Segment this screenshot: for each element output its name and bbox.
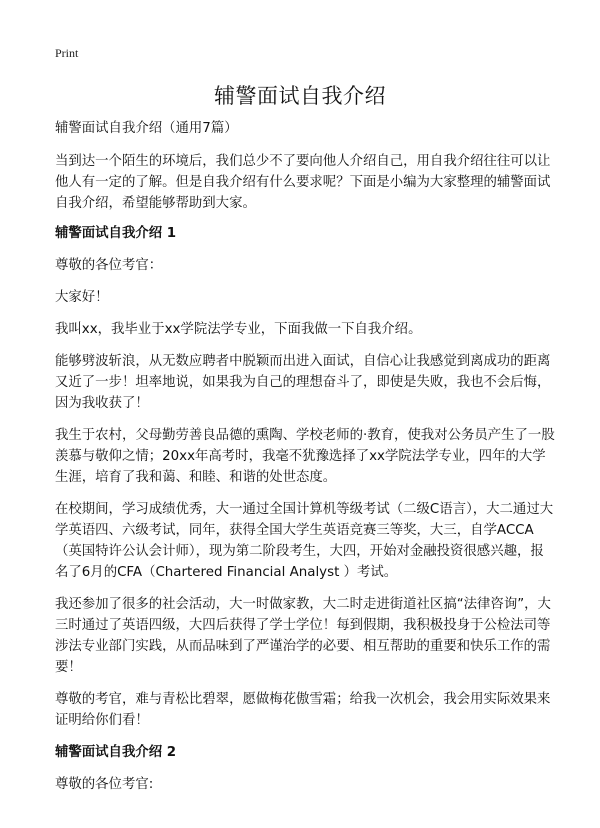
intro-paragraph: 当到达一个陌生的环境后，我们总少不了要向他人介绍自己，用自我介绍往往可以让他人有一定的了解。但是自我介绍有什么要求呢？下面是小编为大家整理的辅警面试自我介绍，希望能够帮助到大家。 [55,154,551,211]
paragraph: 大家好！ [55,290,109,305]
paragraph: 尊敬的各位考官: [55,777,154,792]
paragraph: 我叫xx，我毕业于xx学院法学专业，下面我做一下自我介绍。 [55,322,422,337]
paragraph: 在校期间，学习成绩优秀，大一通过全国计算机等级考试（二级C语言），大二通过大学英语四、六级考试，同年，获得全国大学生英语竞赛三等奖，大三，自学ACCA（英国特许公认会计师），现为第二阶段考生，大四，开始对金融投资很感兴趣，报名了6月的CFA（Chartered Financial Analyst ）考试。 [55,502,554,580]
page-title: 辅警面试自我介绍 [214,84,386,108]
paragraph: 尊敬的考官，难与青松比碧翠，愿做梅花傲雪霜；给我一次机会，我会用实际效果来证明给你们看！ [55,692,551,728]
print-link[interactable]: Print [55,46,79,60]
paragraph: 能够劈波斩浪，从无数应聘者中脱颖而出进入面试，自信心让我感觉到离成功的距离又近了一步！坦率地说，如果我为自己的理想奋斗了，即使是失败，我也不会后悔，因为我收获了！ [55,354,551,411]
paragraph: 尊敬的各位考官： [55,258,163,273]
paragraph: 我生于农村，父母勤劳善良品德的熏陶、学校老师的·教育，使我对公务员产生了一股羡慕与敬仰之情；20xx年高考时，我毫不犹豫选择了xx学院法学专业，四年的大学生涯，培育了我和蔼、和睦、和谐的处世态度。 [55,428,555,485]
document-subtitle: 辅警面试自我介绍（通用7篇） [55,121,238,136]
section-heading: 辅警面试自我介绍 1 [55,226,177,241]
paragraph: 我还参加了很多的社会活动，大一时做家教，大二时走进街道社区搞“法律咨询”，大三时通过了英语四级，大四后获得了学士学位！每到假期，我积极投身于公检法司等涉法专业部门实践，从而品味到了严谨治学的必要、相互帮助的重要和快乐工作的需要！ [55,597,551,675]
section-heading: 辅警面试自我介绍 2 [55,745,177,760]
document-body [55,118,555,806]
